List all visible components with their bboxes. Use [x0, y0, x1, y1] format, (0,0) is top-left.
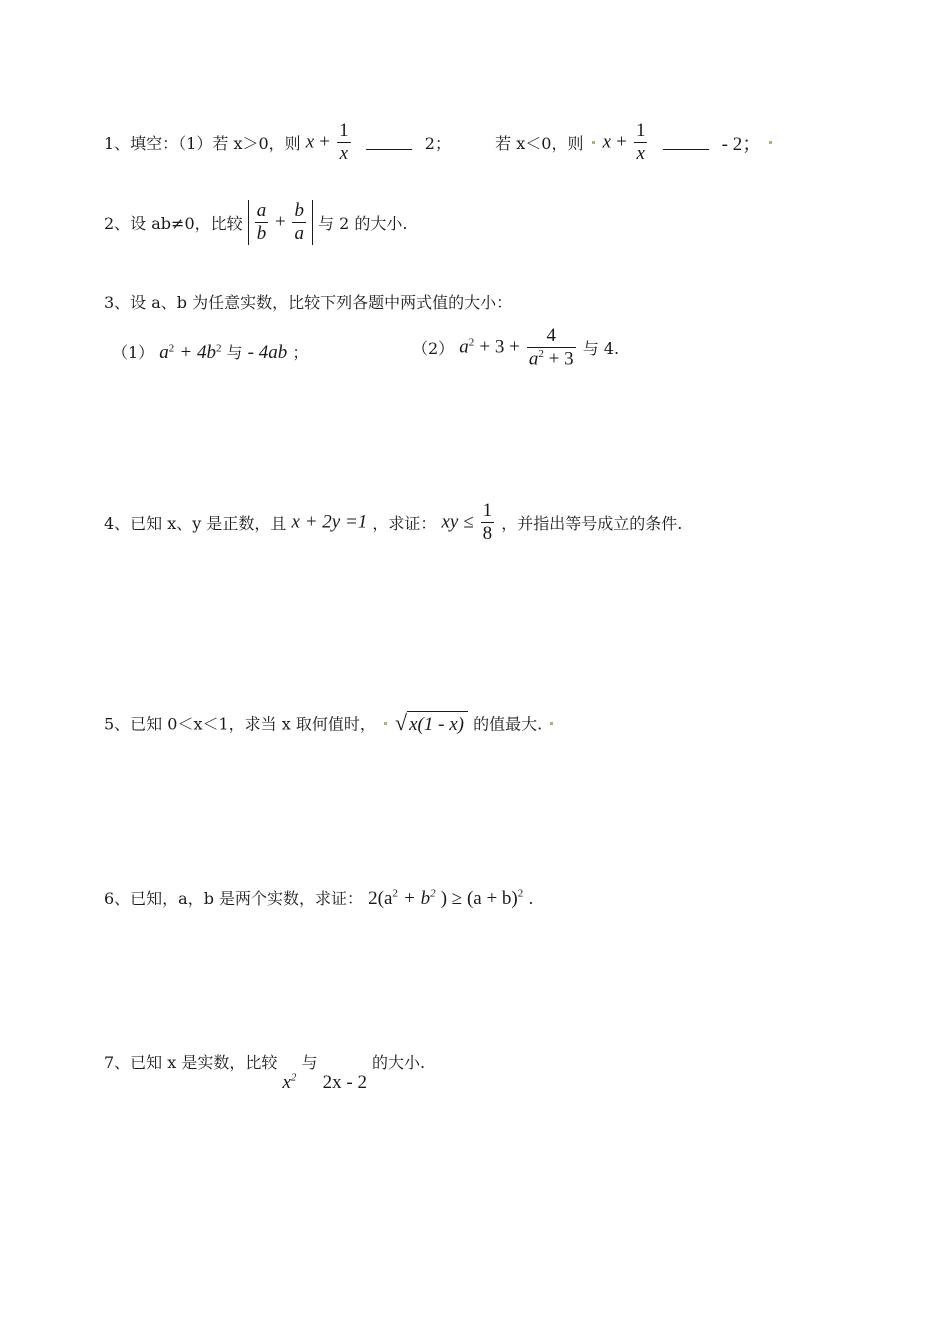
q1-prefix: 1、填空：（1）若 x＞0，则	[104, 133, 301, 153]
q3-part1-exp: 2	[168, 342, 175, 355]
marker-dot	[384, 722, 387, 725]
q4-prefix: 4、已知 x、y 是正数，且	[104, 513, 287, 533]
q4-lhs: xy ≤	[441, 511, 474, 533]
q2-abs-expression	[248, 200, 313, 245]
q1-frac-den-2: x	[636, 142, 645, 164]
q3-part2-plus3: + 3 +	[479, 336, 520, 358]
q4-den: 8	[482, 522, 493, 544]
q6-expr-mid: + $b^2$	[403, 887, 436, 909]
q1-fraction	[337, 120, 351, 165]
q1-blank-1[interactable]	[366, 135, 412, 150]
question-3-part-1	[112, 340, 308, 364]
q3-part2-fraction	[527, 325, 576, 370]
q2-prefix: 2、设 ab≠0，比较	[104, 213, 243, 233]
q2-frac-ba-num: b	[294, 200, 304, 221]
q7-with: 与	[301, 1053, 318, 1072]
q4-mid: ，求证：	[372, 513, 437, 533]
q7-prefix: 7、已知 x 是实数，比较	[104, 1053, 278, 1072]
q3-part1-rhs: - 4ab	[247, 342, 288, 363]
q3-part1-a: a	[159, 342, 169, 363]
q3-part2-label: （2）	[412, 339, 455, 359]
q3-part2-num: 4	[527, 325, 576, 348]
question-4	[104, 500, 682, 545]
marker-dot	[592, 141, 595, 144]
q1-frac-den: x	[339, 142, 349, 164]
question-2	[104, 200, 408, 245]
q1-frac-num: 1	[339, 120, 349, 141]
q1-after-blank-1: 2；	[424, 133, 451, 153]
q3-part1-with: 与	[226, 343, 243, 362]
q7-x: $x^2$	[282, 1071, 297, 1093]
question-6	[104, 886, 533, 910]
q2-frac-ba	[292, 200, 306, 245]
q5-suffix: 的值最大.	[473, 714, 543, 734]
q6-prefix: 6、已知，a，b 是两个实数，求证：	[104, 889, 364, 908]
q5-radicand: x(1 - x)	[407, 711, 468, 736]
q6-expr-pre: $2(a^2$	[368, 887, 398, 909]
q2-suffix: 与 2 的大小.	[318, 213, 408, 233]
q1-after-blank-2: - 2；	[721, 133, 762, 155]
q3-part1-label: （1）	[112, 343, 155, 362]
q1-x: x	[305, 131, 315, 153]
question-3	[104, 290, 512, 313]
q6-expr-rel: ) ≥ $(a + b)^2$	[440, 887, 524, 909]
q2-frac-ab-num: a	[256, 200, 267, 221]
marker-dot	[550, 722, 553, 725]
q1-blank-2[interactable]	[663, 135, 709, 150]
marker-dot	[769, 141, 772, 144]
question-5	[104, 710, 556, 736]
q1-fraction-2	[634, 120, 648, 165]
q1-plus-2: +	[616, 131, 627, 153]
radical-icon: √	[395, 710, 408, 735]
q3-part1-mid: + 4b	[179, 342, 216, 363]
q3-part1-end: ；	[292, 343, 309, 362]
question-7	[104, 1050, 426, 1093]
q4-condition: x + 2y =1	[291, 511, 368, 533]
q5-prefix: 5、已知 0＜x＜1，求当 x 取何值时，	[104, 714, 376, 734]
question-1	[104, 120, 775, 165]
q2-plus: +	[274, 211, 286, 233]
q1-frac-num-2: 1	[635, 120, 646, 141]
q3-part2-exp: 2	[468, 336, 475, 349]
q7-rhs: 2x - 2	[322, 1072, 367, 1093]
q3-text: 3、设 a、b 为任意实数，比较下列各题中两式值的大小：	[104, 293, 513, 312]
q7-suffix: 的大小.	[372, 1053, 426, 1072]
q1-mid: 若 x＜0，则	[495, 133, 584, 153]
q4-fraction	[481, 500, 495, 545]
q3-part2-suffix: 与 4.	[582, 339, 620, 359]
q2-frac-ba-den: a	[294, 222, 304, 244]
q1-plus: +	[319, 131, 330, 153]
q3-part2-a: a	[459, 336, 469, 358]
q5-sqrt	[395, 710, 468, 736]
q3-part2-den: $a^2 + 3$	[528, 347, 574, 370]
q4-num: 1	[482, 500, 493, 521]
q3-part1-exp2: 2	[215, 342, 222, 355]
question-3-part-2	[412, 325, 619, 370]
q1-x-2: x	[602, 131, 612, 153]
q6-end: .	[528, 889, 534, 908]
q4-suffix: ，并指出等号成立的条件.	[501, 513, 683, 533]
q2-frac-ab	[255, 200, 269, 245]
q2-frac-ab-den: b	[256, 222, 267, 244]
